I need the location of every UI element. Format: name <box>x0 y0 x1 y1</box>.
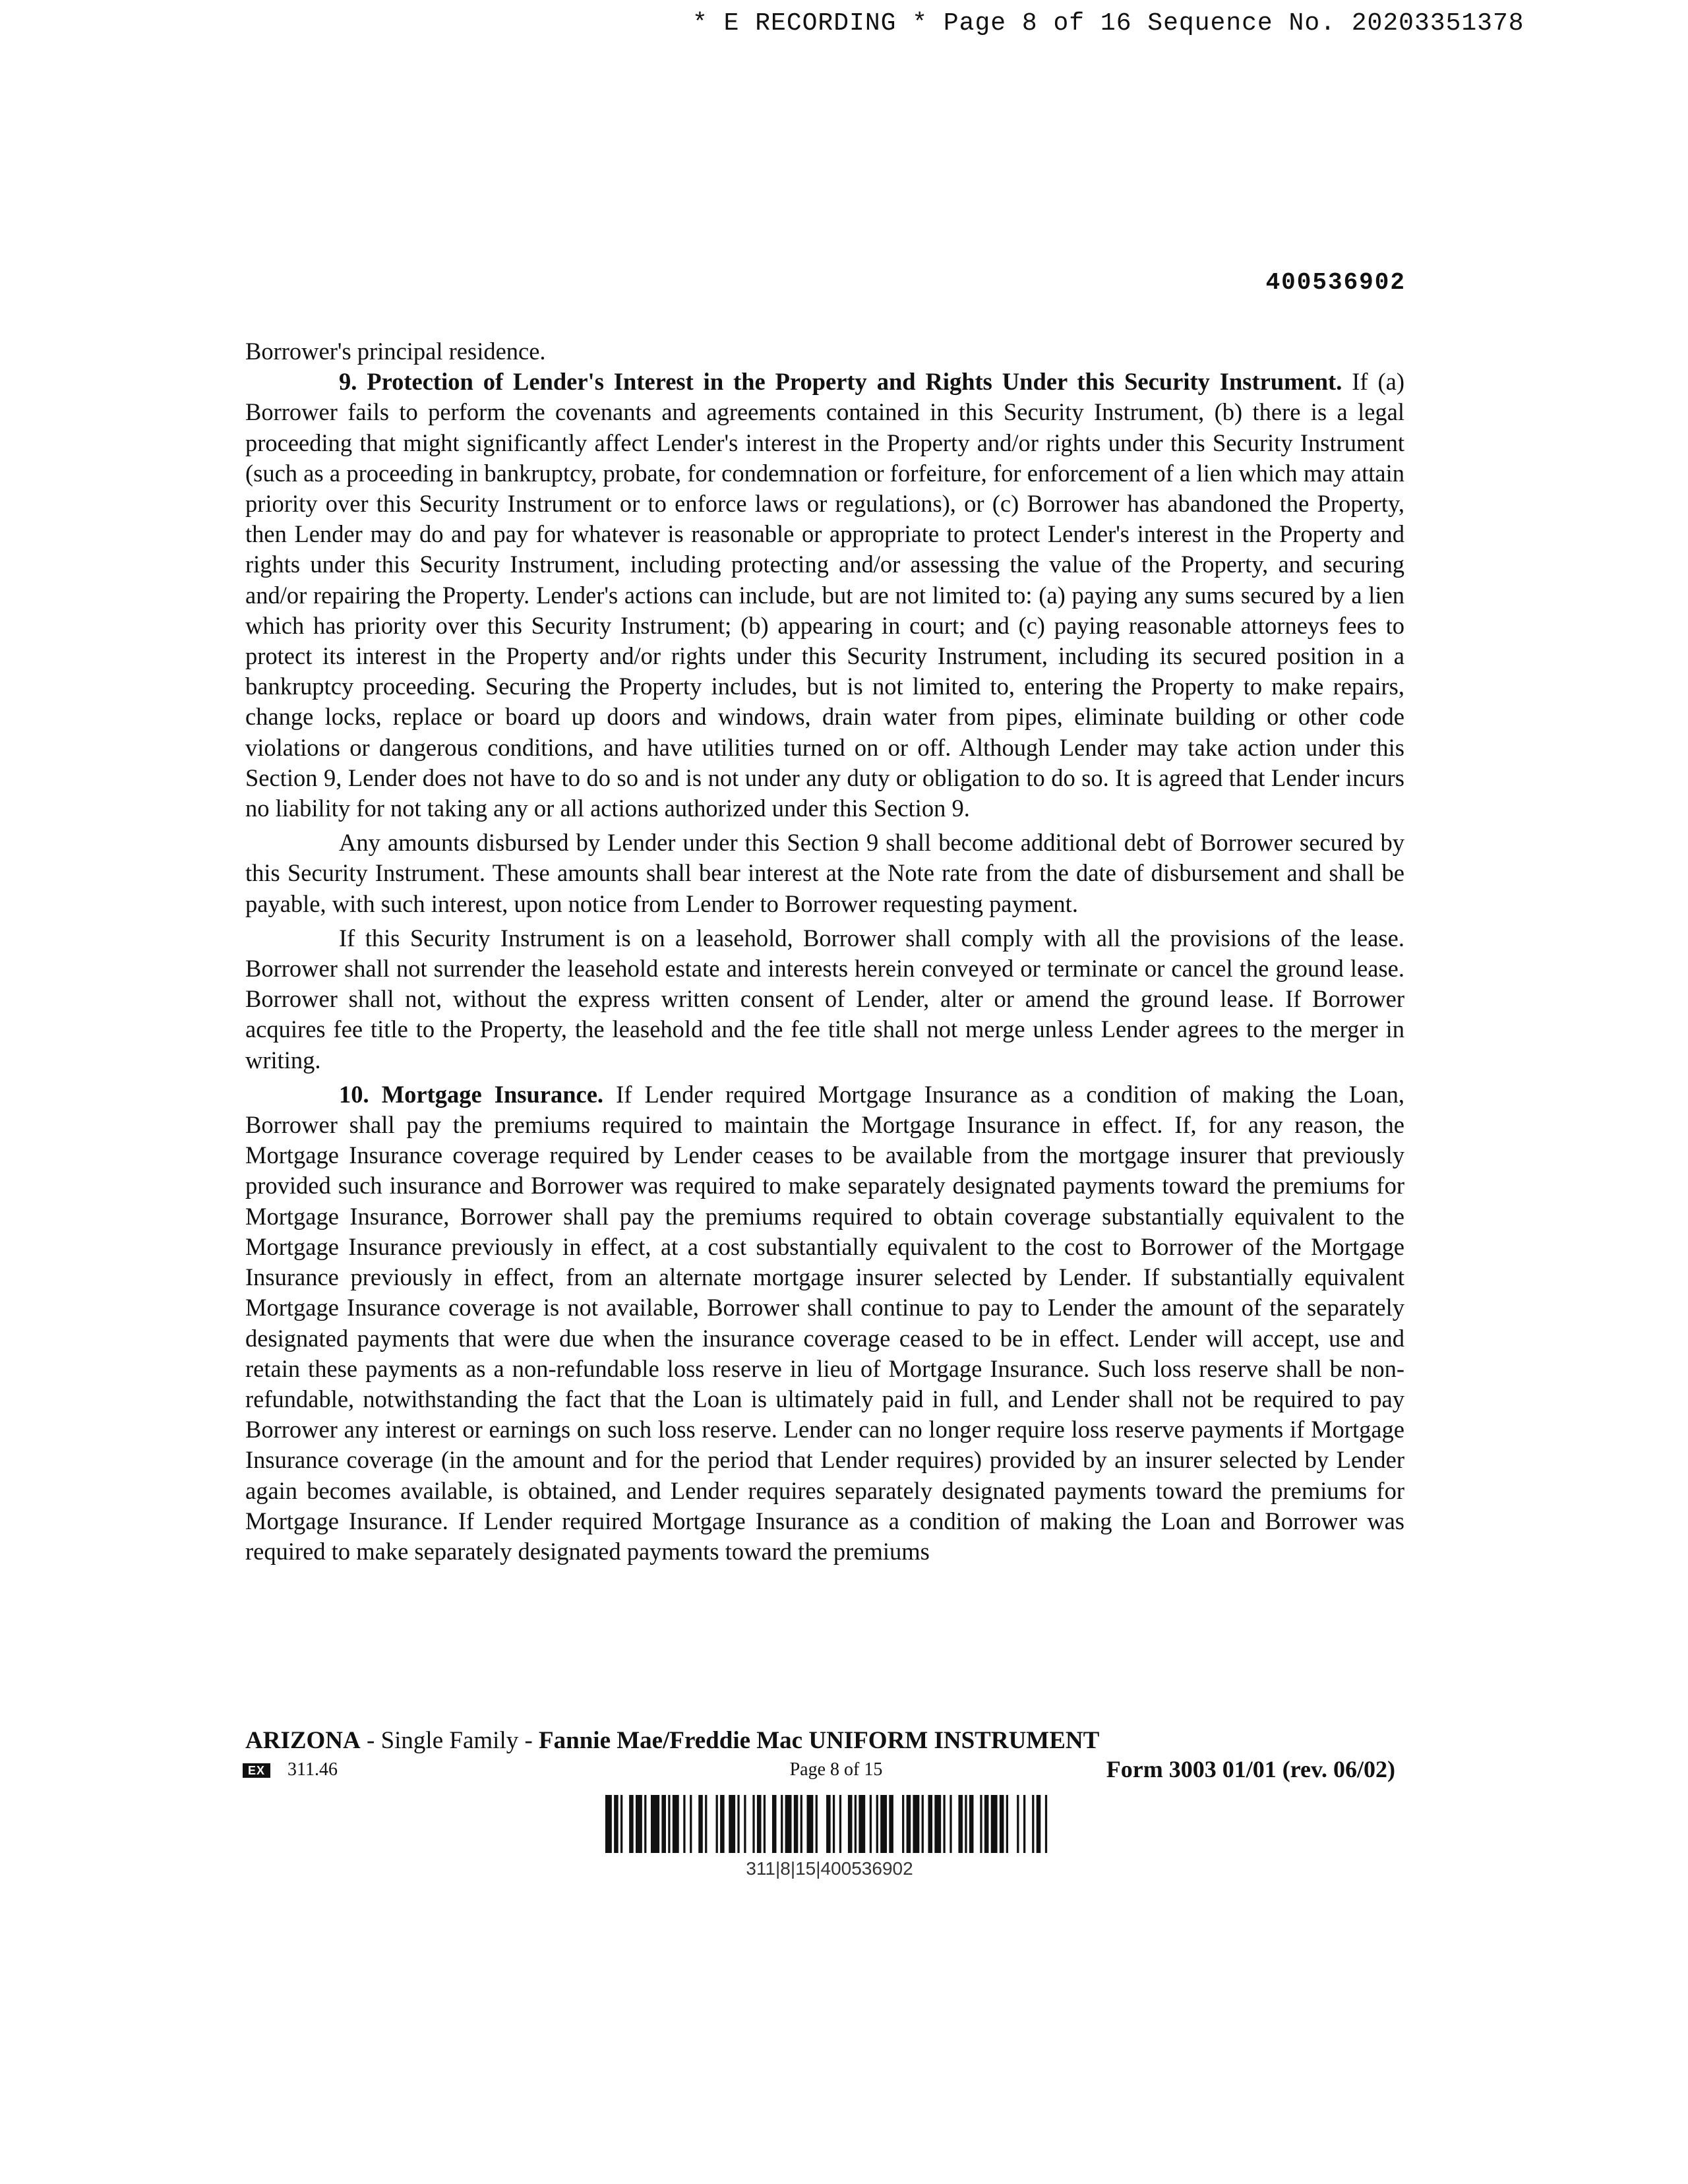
barcode-bar <box>668 1795 670 1853</box>
barcode-bar <box>880 1795 887 1853</box>
loan-number: 400536902 <box>1265 269 1406 296</box>
footer-state: ARIZONA <box>245 1727 361 1754</box>
barcode-bar <box>757 1795 762 1853</box>
barcode-bar <box>1006 1795 1008 1853</box>
barcode-bar <box>1017 1795 1019 1853</box>
paragraph-leasehold: If this Security Instrument is on a leasehold, Borrower shall comply with all the provisions of the lease. Borrower shall not surrender the leasehold estate and interests herein conveyed or terminate or cancel the ground lease. Borrower shall not, without the express written consent of Lender, alter or amend the ground lease. If Borrower acquires fee title to the Property, the leasehold and the fee title shall not merge unless Lender agrees to the merger in writing. <box>245 924 1404 1074</box>
barcode-bar <box>716 1795 718 1853</box>
barcode-bar <box>772 1795 777 1853</box>
barcode-bar <box>605 1795 612 1853</box>
ex-logo-icon: EX <box>243 1763 270 1778</box>
barcode-bar <box>913 1795 919 1853</box>
barcode-bar <box>800 1795 802 1853</box>
barcode-bar <box>922 1795 924 1853</box>
barcode-bar <box>729 1795 735 1853</box>
barcode-bar <box>965 1795 967 1853</box>
barcode-bar <box>794 1795 799 1853</box>
barcode-bar <box>969 1795 974 1853</box>
barcode-bar <box>876 1795 878 1853</box>
section-9-text: If (a) Borrower fails to perform the covenants and agreements contained in this Security Instrument, (b) there is a legal proceeding that might significantly affect Lender's interest in the Property and/or rights under this Security Instrument (such as a proceeding in bankruptcy, probate, for condemnation or forfeiture, for enforcement of a lien which may attain priority over this Security Instrument or to enforce laws or regulations), or (c) Borrower has abandoned the Property, then Lender may do and pay for whatever is reasonable or appropriate to protect Lender's interest in the Property and rights under this Security Instrument, including protecting and/or assessing the value of the Property, and securing and/or repairing the Property. Lender's actions can include, but are not limited to: (a) paying any sums secured by a lien which has priority over this Security Instrument; (b) appearing in court; and (c) paying reasonable attorneys fees to protect its interest in the Property and/or rights under this Security Instrument, including its secured position in a bankruptcy proceeding. Securing the Property includes, but is not limited to, entering the Property to make repairs, change locks, replace or board up doors and windows, drain water from pipes, eliminate building or other code violations or dangerous conditions, and have utilities turned on or off. Although Lender may take action under this Section 9, Lender does not have to do so and is not under any duty or obligation to do so. It is agreed that Lender incurs no liability for not taking any or all actions authorized under this Section 9. <box>245 368 1404 822</box>
barcode-bar <box>1023 1795 1025 1853</box>
page-number: Page 8 of 15 <box>789 1759 883 1780</box>
barcode-text: 311|8|15|400536902 <box>746 1858 913 1879</box>
section-10-heading: 10. Mortgage Insurance. <box>339 1080 604 1108</box>
barcode-bar <box>683 1795 685 1853</box>
barcode-image <box>605 1795 1054 1853</box>
barcode-bar <box>614 1795 618 1853</box>
barcode-bar <box>764 1795 766 1853</box>
barcode-bar <box>928 1795 932 1853</box>
footer-row <box>243 1756 1395 1788</box>
barcode-bar <box>744 1795 746 1853</box>
barcode-bar <box>636 1795 642 1853</box>
barcode-bar <box>1045 1795 1047 1853</box>
barcode-bar <box>984 1795 989 1853</box>
section-9-heading: 9. Protection of Lender's Interest in the Property and Rights Under this Security Instrument. <box>339 368 1342 396</box>
barcode-bar <box>950 1795 951 1853</box>
barcode-bar <box>629 1795 634 1853</box>
barcode-bar <box>620 1795 622 1853</box>
barcode-bar <box>991 1795 998 1853</box>
barcode-bar <box>1037 1795 1041 1853</box>
barcode-bar <box>651 1795 659 1853</box>
paragraph-section-10 <box>245 1079 1404 1567</box>
barcode-bar <box>785 1795 792 1853</box>
barcode-bar <box>1000 1795 1004 1853</box>
footer-program: Fannie Mae/Freddie Mac UNIFORM INSTRUMENT <box>539 1727 1100 1754</box>
barcode-bar <box>980 1795 982 1853</box>
barcode-bar <box>673 1795 679 1853</box>
barcode-bar <box>826 1795 831 1853</box>
footer-title <box>245 1726 1099 1755</box>
barcode-bar <box>943 1795 945 1853</box>
barcode-bar <box>1032 1795 1034 1853</box>
barcode-bar <box>934 1795 941 1853</box>
barcode-bar <box>833 1795 835 1853</box>
section-10-text: If Lender required Mortgage Insurance as a condition of making the Loan, Borrower shall pay the premiums required to maintain the Mortgage Insurance in effect. If, for any reason, the Mortgage Insurance coverage required by Lender ceases to be available from the mortgage insurer that previously provided such insurance and Borrower was required to make separately designated payments toward the premiums for Mortgage Insurance, Borrower shall pay the premiums required to obtain coverage substantially equivalent to the Mortgage Insurance previously in effect, at a cost substantially equivalent to the cost to Borrower of the Mortgage Insurance previously in effect, from an alternate mortgage insurer selected by Lender. If substantially equivalent Mortgage Insurance coverage is not available, Borrower shall continue to pay to Lender the amount of the separately designated payments that were due when the insurance coverage ceased to be in effect. Lender will accept, use and retain these payments as a non-refundable loss reserve in lieu of Mortgage Insurance. Such loss reserve shall be non-refundable, notwithstanding the fact that the Loan is ultimately paid in full, and Lender shall not be required to pay Borrower any interest or earnings on such loss reserve. Lender can no longer require loss reserve payments if Mortgage Insurance coverage (in the amount and for the period that Lender requires) provided by an insurer selected by Lender again becomes available, is obtained, and Lender requires separately designated payments toward the premiums for Mortgage Insurance. If Lender required Mortgage Insurance as a condition of making the Loan and Borrower was required to make separately designated payments toward the premiums <box>245 1080 1405 1565</box>
barcode-bar <box>839 1795 841 1853</box>
barcode-bar <box>816 1795 818 1853</box>
barcode-bar <box>690 1795 692 1853</box>
barcode-bar <box>848 1795 853 1853</box>
footer-separator: - Single Family - <box>360 1727 539 1754</box>
barcode-bar <box>807 1795 814 1853</box>
document-body <box>245 336 1404 1567</box>
barcode-bar <box>902 1795 904 1853</box>
barcode-bar <box>781 1795 783 1853</box>
paragraph-residence: Borrower's principal residence. <box>245 338 546 365</box>
recording-header: * E RECORDING * Page 8 of 16 Sequence No. 20203351378 <box>692 9 1524 38</box>
barcode-bar <box>958 1795 963 1853</box>
barcode-bar <box>855 1795 857 1853</box>
barcode-bar <box>889 1795 893 1853</box>
barcode-bar <box>752 1795 754 1853</box>
barcode-bar <box>698 1795 703 1853</box>
form-number: Form 3003 01/01 (rev. 06/02) <box>1106 1756 1395 1782</box>
form-code: 311.46 <box>287 1759 338 1780</box>
barcode-bar <box>705 1795 707 1853</box>
barcode-bar <box>644 1795 646 1853</box>
barcode-bar <box>737 1795 739 1853</box>
paragraph-disbursed-amounts: Any amounts disbursed by Lender under this Section 9 shall become additional debt of Borrower secured by this Security Instrument. These amounts shall bear interest at the Note rate from the date of disbursement and shall be payable, with such interest, upon notice from Lender to Borrower requesting payment. <box>245 829 1404 917</box>
barcode-bar <box>720 1795 725 1853</box>
barcode-bar <box>859 1795 865 1853</box>
paragraph-section-9 <box>245 367 1404 824</box>
barcode-bar <box>870 1795 872 1853</box>
barcode-bar <box>661 1795 666 1853</box>
barcode-bar <box>907 1795 911 1853</box>
